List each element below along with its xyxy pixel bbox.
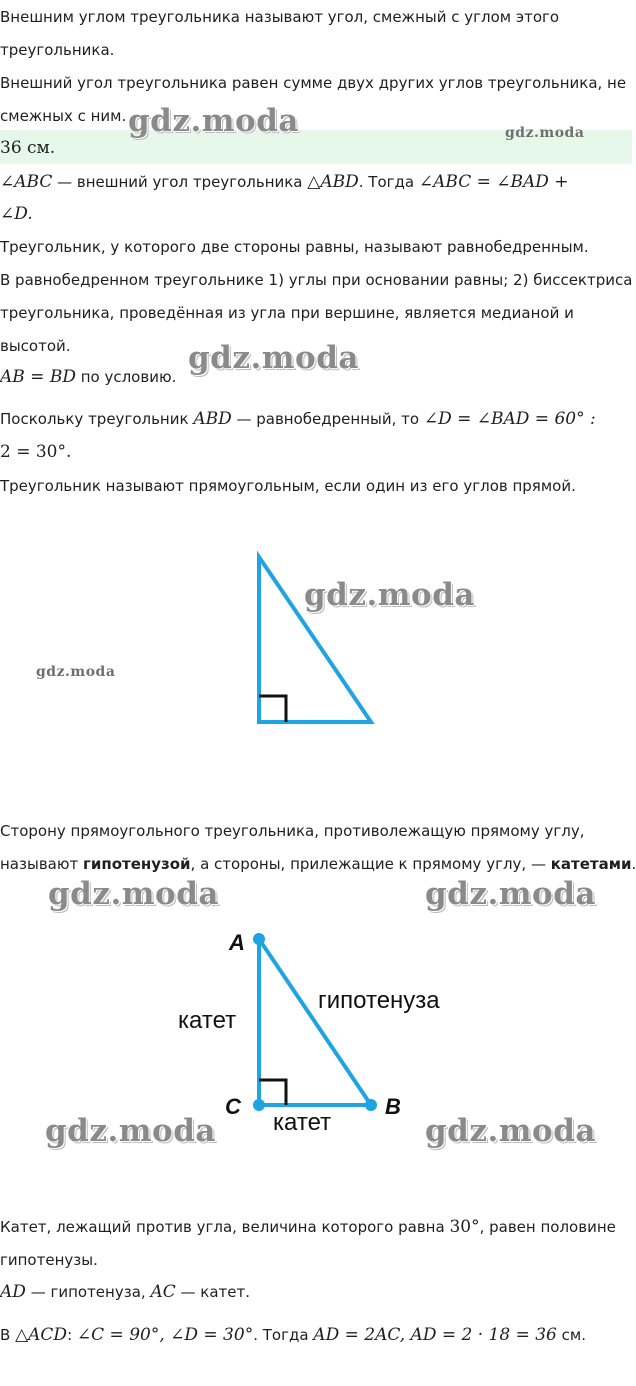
math: △ABD — [307, 172, 359, 192]
watermark: gdz.moda — [36, 664, 116, 680]
math: ∠C = 90°, ∠D = 30° — [76, 1325, 254, 1345]
answer-text — [0, 137, 55, 159]
term-legs: катетами — [550, 855, 632, 873]
text: : — [67, 1326, 77, 1344]
hypotenuse-label: гипотенуза — [318, 987, 440, 1014]
text: . — [631, 855, 636, 873]
math: ∠D. — [0, 204, 33, 224]
text: . Тогда — [253, 1326, 314, 1344]
paragraph-line — [0, 203, 33, 225]
text: , а стороны, прилежащие к прямому углу, — — [190, 855, 551, 873]
paragraph-line — [0, 1324, 586, 1346]
math: ∠ABC — [0, 172, 53, 192]
watermark: gdz.moda — [505, 125, 585, 141]
watermark: gdz.moda — [425, 876, 596, 912]
math: ∠D = ∠BAD = 60° : — [423, 409, 596, 429]
text: В — [0, 1326, 16, 1344]
math: AB = BD — [0, 367, 76, 387]
paragraph-line: Треугольник, у которого две стороны равны, называют равнобедренным. — [0, 238, 589, 256]
math: ABD — [193, 409, 232, 429]
paragraph-line: Внешним углом треугольника называют угол, смежный с углом этого — [0, 8, 560, 26]
term-hypotenuse: гипотенузой — [82, 855, 191, 873]
paragraph-line: высотой. — [0, 337, 71, 355]
paragraph-line — [0, 853, 636, 875]
math: 30° — [449, 1217, 480, 1237]
paragraph-line: Сторону прямоугольного треугольника, противолежащую прямому углу, — [0, 822, 585, 840]
paragraph-line — [0, 441, 71, 463]
math: AD = 2AC, AD = 2 · 18 = 36 — [313, 1325, 557, 1345]
paragraph-line: Внешний угол треугольника равен сумме двух других углов треугольника, не — [0, 74, 627, 92]
leg-vertical-label: катет — [178, 1007, 237, 1034]
text: — гипотенуза, — [25, 1283, 151, 1301]
answer-value: 36 см. — [0, 138, 56, 158]
vertex-b-point — [365, 1099, 377, 1111]
text: , равен половине — [479, 1218, 616, 1236]
leg-horizontal-label: катет — [273, 1109, 332, 1136]
watermark: gdz.moda — [304, 577, 475, 613]
vertex-a-point — [253, 933, 265, 945]
paragraph-line: Треугольник называют прямоугольным, если один из его углов прямой. — [0, 477, 576, 495]
paragraph-line — [0, 171, 569, 193]
paragraph-line: треугольника, проведённая из угла при вершине, является медианой и — [0, 304, 574, 322]
text: Поскольку треугольник — [0, 410, 194, 428]
paragraph-line: треугольника. — [0, 41, 115, 59]
vertex-a-label: A — [229, 930, 245, 955]
paragraph-line — [0, 408, 596, 430]
text: — внешний угол треугольника — [52, 173, 308, 191]
vertex-b-label: B — [385, 1094, 401, 1119]
text: по условию. — [75, 368, 177, 386]
text: . Тогда — [358, 173, 419, 191]
text: — катет. — [175, 1283, 250, 1301]
vertex-c-point — [253, 1099, 265, 1111]
math: 2 = 30°. — [0, 442, 72, 462]
paragraph-line: В равнобедренном треугольнике 1) углы при основании равны; 2) биссектриса — [0, 271, 633, 289]
text: называют — [0, 855, 83, 873]
watermark: gdz.moda — [128, 103, 299, 139]
watermark: gdz.moda — [48, 876, 219, 912]
text: Катет, лежащий против угла, величина которого равна — [0, 1218, 450, 1236]
paragraph-line — [0, 1216, 616, 1238]
watermark: gdz.moda — [45, 1113, 216, 1149]
paragraph-line: смежных с ним. — [0, 107, 127, 125]
text: см. — [556, 1326, 586, 1344]
right-angle-mark — [259, 696, 286, 722]
math: AD — [0, 1282, 26, 1302]
watermark: gdz.moda — [425, 1113, 596, 1149]
paragraph-line: гипотенузы. — [0, 1251, 98, 1269]
paragraph-line — [0, 1281, 250, 1303]
vertex-c-label: C — [225, 1094, 241, 1119]
text: — равнобедренный, то — [231, 410, 424, 428]
math: △ACD — [15, 1325, 68, 1345]
math: AC — [150, 1282, 176, 1302]
right-triangle-figure — [0, 540, 632, 740]
watermark: gdz.moda — [188, 340, 359, 376]
math: ∠ABC = ∠BAD + — [418, 172, 569, 192]
paragraph-line — [0, 366, 176, 388]
